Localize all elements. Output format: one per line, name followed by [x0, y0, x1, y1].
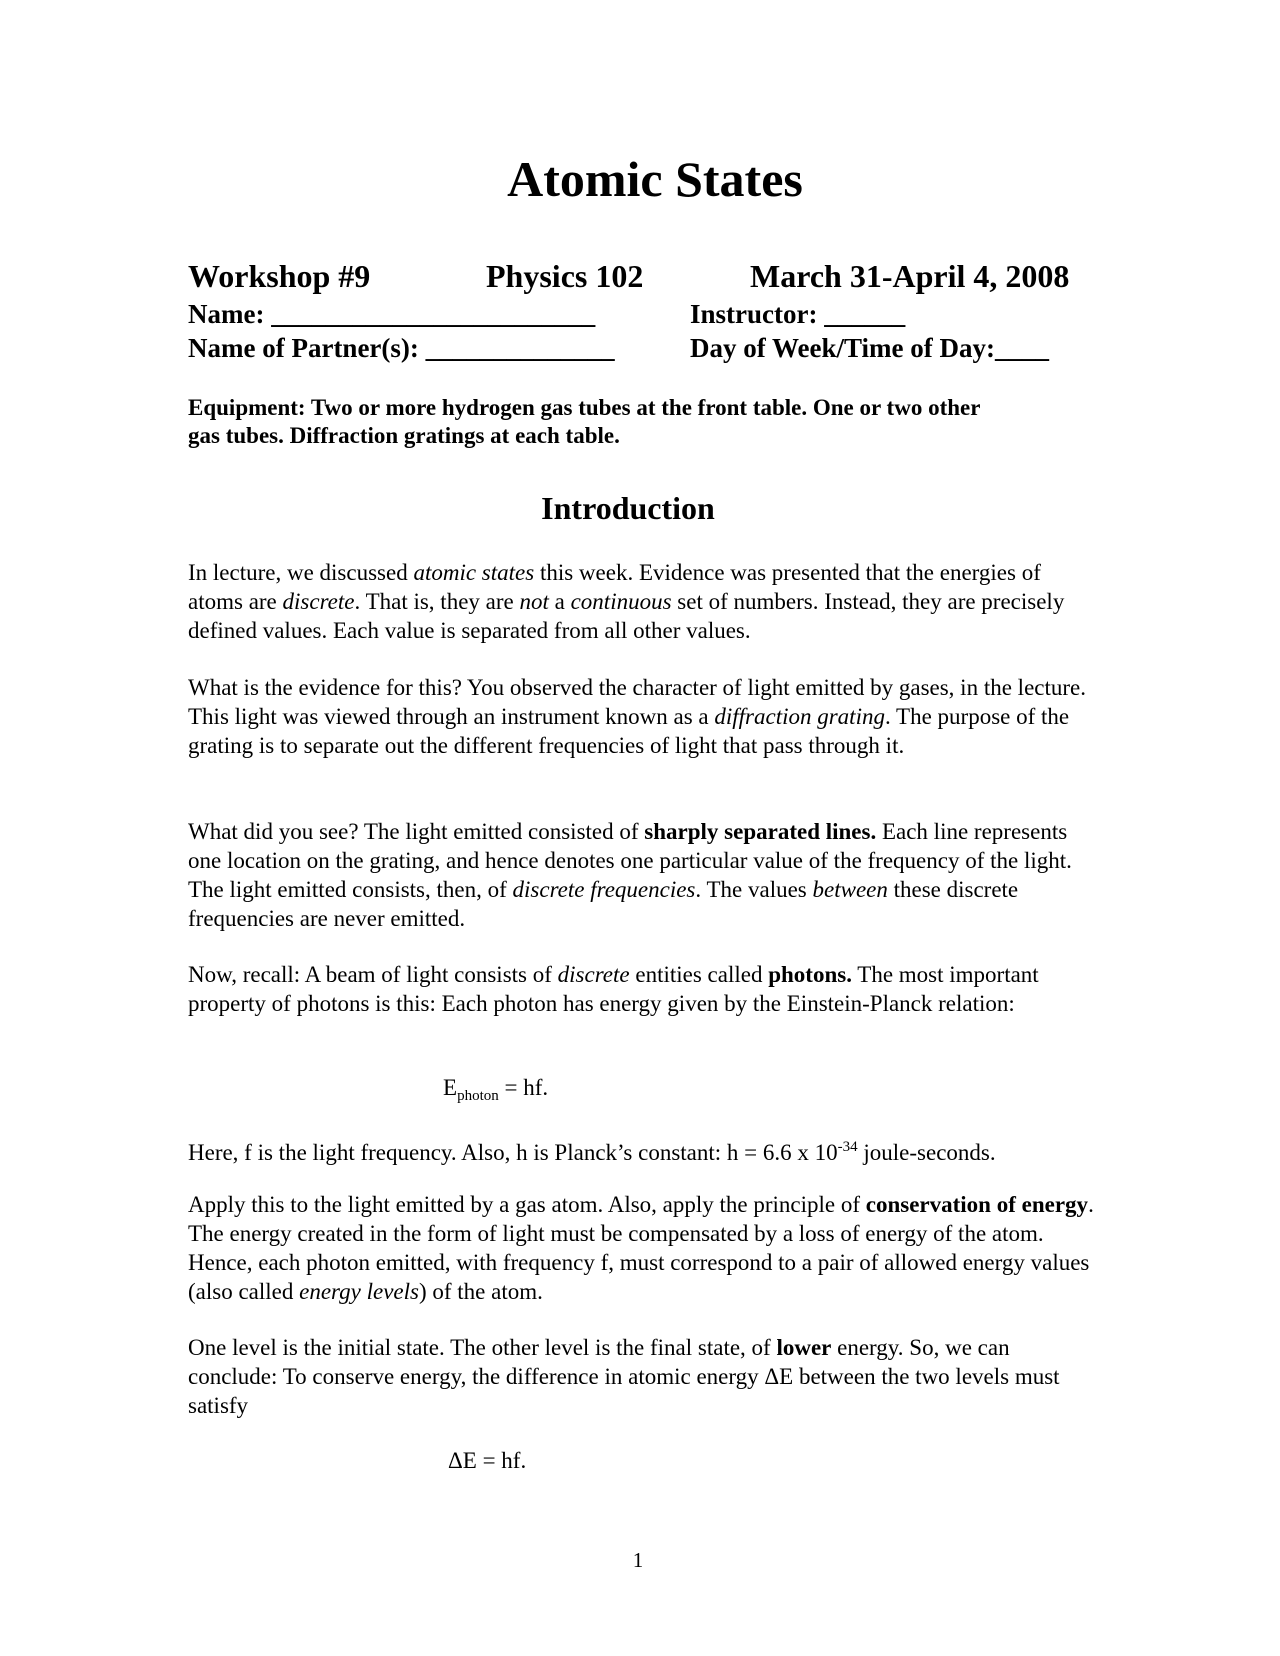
name-field-label: Name: ________________________ — [188, 299, 596, 329]
paragraph-atomic-states: In lecture, we discussed atomic states this week. Evidence was presented that the energies of atoms are discrete. That is, they are not a continuous set of numbers. Instead, they are precisely defined values. Each value is separated from all other values. — [188, 560, 1065, 643]
equipment-line-1: Equipment: Two or more hydrogen gas tubes at the front table. One or two other — [188, 395, 981, 420]
page-number: 1 — [632, 1548, 644, 1572]
document-title: Atomic States — [507, 151, 803, 207]
day-time-field-label: Day of Week/Time of Day:____ — [690, 333, 1049, 363]
paragraph-energy-levels: One level is the initial state. The other level is the final state, of lower energy. So, we can conclude: To conserve energy, the difference in atomic energy ΔE between the two levels must satisfy — [188, 1335, 1060, 1418]
partner-field-label: Name of Partner(s): ______________ — [188, 333, 615, 363]
equation-delta-e: ΔE = hf. — [448, 1448, 527, 1473]
workshop-number: Workshop #9 — [188, 258, 371, 294]
paragraph-photons: Now, recall: A beam of light consists of discrete entities called photons. The most important property of photons is this: Each photon has energy given by the Einstein-Planck relation: — [188, 962, 1039, 1016]
paragraph-conservation: Apply this to the light emitted by a gas atom. Also, apply the principle of conservation of energy. The energy created in the form of light must be compensated by a loss of energy of the atom. Hence, each photon emitted, with frequency f, must correspond to a pair of allowed energy values (also called energy levels) of the atom. — [188, 1192, 1094, 1304]
paragraph-evidence: What is the evidence for this? You observed the character of light emitted by gases, in the lecture. This light was viewed through an instrument known as a diffraction grating. The purpose of the grating is to separate out the different frequencies of light that pass through it. — [188, 675, 1086, 758]
course-name: Physics 102 — [486, 258, 644, 294]
equation-photon-energy: $E_{photon}$ = hf. — [443, 1075, 549, 1104]
section-heading-introduction: Introduction — [541, 490, 715, 526]
workshop-dates: March 31-April 4, 2008 — [750, 258, 1070, 294]
paragraph-planck-constant: Here, f is the light frequency. Also, h is Planck’s constant: h = 6.6 x $10^{-34}$ joule-seconds. — [188, 1139, 996, 1165]
equipment-line-2: gas tubes. Diffraction gratings at each table. — [188, 423, 620, 448]
paragraph-observation: What did you see? The light emitted consisted of sharply separated lines. Each line represents one location on the grating, and hence denotes one particular value of the frequency of the light. The light emitted consists, then, of discrete frequencies. The values between these discrete frequencies are never emitted. — [188, 819, 1072, 931]
equipment-note — [188, 394, 1088, 450]
instructor-field-label: Instructor: ______ — [690, 299, 906, 329]
